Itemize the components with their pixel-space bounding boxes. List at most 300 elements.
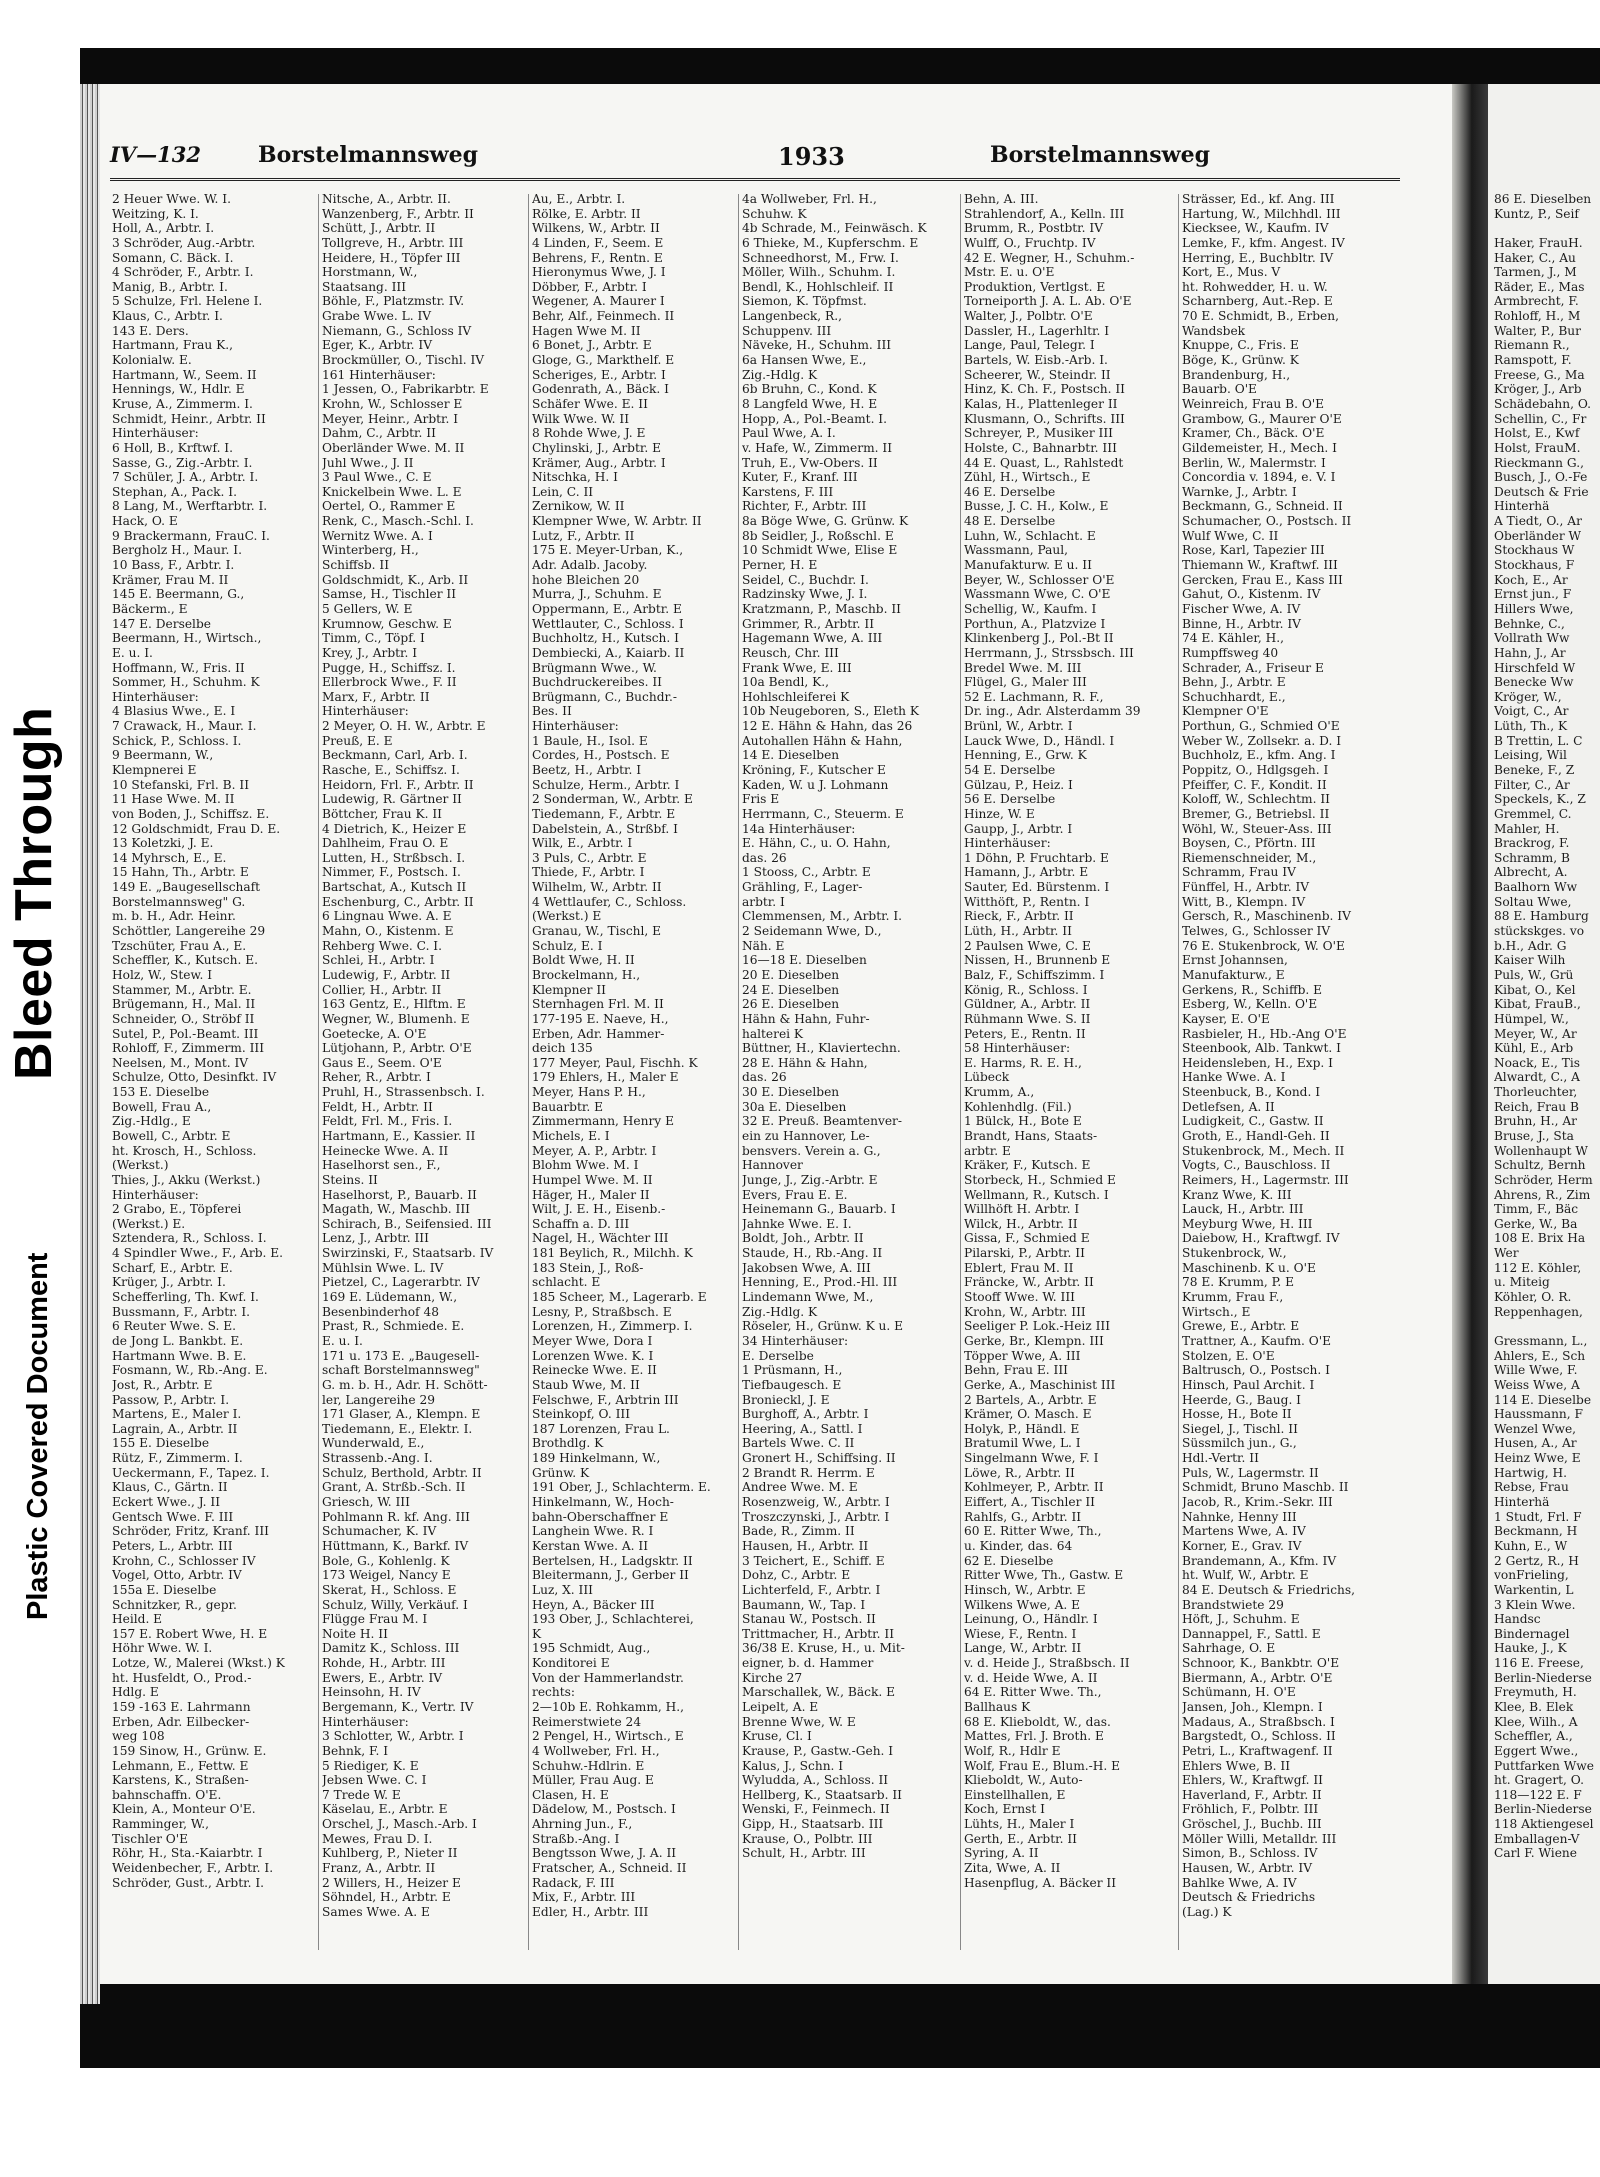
directory-entry: Clemmensen, M., Arbtr. I.: [742, 909, 903, 924]
directory-entry: Brügmann Wwe., W.: [532, 660, 657, 675]
directory-entry: Skerat, H., Schloss. E: [322, 1582, 457, 1597]
directory-entry: Hack, O. E: [112, 514, 178, 529]
adjacent-page-entry: Leising, Wil: [1494, 748, 1567, 763]
directory-entry: K: [532, 1626, 542, 1641]
directory-entry: 2 Grabo, E., Töpferei: [112, 1202, 242, 1217]
directory-entry: 10a Bendl, K.,: [742, 675, 829, 690]
directory-entry: Wulf Wwe, C. II: [1182, 528, 1279, 543]
directory-entry: Junge, J., Zig.-Arbtr. E: [742, 1172, 878, 1187]
directory-entry: Lorenzen Wwe. K. I: [532, 1348, 654, 1363]
directory-entry: Karstens, K., Straßen-: [112, 1773, 249, 1788]
directory-entry: Jahnke Wwe. E. I.: [742, 1216, 852, 1231]
directory-entry: Winterberg, H.,: [322, 543, 419, 558]
directory-entry: Hinterhäuser:: [112, 1187, 199, 1202]
directory-entry: Dr. ing., Adr. Alsterdamm 39: [964, 704, 1141, 719]
directory-entry: Esberg, W., Kelln. O'E: [1182, 997, 1318, 1012]
directory-entry: Jacob, R., Krim.-Sekr. III: [1182, 1495, 1333, 1510]
directory-entry: Krämer, Frau M. II: [112, 572, 229, 587]
adjacent-page-entry: Bruse, J., Sta: [1494, 1129, 1574, 1143]
adjacent-page-entry: Scheffler, A.,: [1494, 1729, 1573, 1744]
directory-entry: Krause, P., Gastw.-Geh. I: [742, 1743, 894, 1758]
adjacent-page-entry: Kuhn, E., W: [1494, 1538, 1568, 1553]
directory-entry: Krohn, W., Schlosser E: [322, 396, 463, 411]
adjacent-page-entry: Gressmann, L.,: [1494, 1333, 1588, 1348]
directory-entry: Rose, Karl, Tapezier III: [1182, 543, 1325, 558]
directory-entry: 161 Hinterhäuser:: [322, 367, 436, 382]
directory-entry: 36/38 E. Kruse, H., u. Mit-: [742, 1641, 905, 1656]
directory-entry: Erben, Adr. Eilbecker-: [112, 1714, 250, 1729]
directory-entry: Brockmüller, O., Tischl. IV: [322, 353, 485, 368]
directory-entry: Brandemann, A., Kfm. IV: [1182, 1553, 1337, 1568]
directory-entry: Meyburg Wwe, H. III: [1182, 1216, 1313, 1231]
directory-entry: 191 Ober, J., Schlachterm. E.: [532, 1480, 711, 1495]
directory-entry: Fosmann, W., Rb.-Ang. E.: [112, 1363, 268, 1378]
directory-entry: Ahrning Jun., F.,: [532, 1817, 633, 1832]
directory-entry: Wyludda, A., Schloss. II: [742, 1773, 889, 1788]
directory-entry: Wernitz Wwe. A. I: [322, 528, 433, 543]
directory-entry: Bleitermann, J., Gerber II: [532, 1568, 689, 1583]
directory-entry: 34 Hinterhäuser:: [742, 1333, 849, 1348]
directory-entry: Willhöft H. Arbtr. I: [964, 1202, 1080, 1217]
directory-entry: 1 Prüsmann, H.,: [742, 1363, 843, 1378]
directory-entry: Hanke Wwe. A. I: [1182, 1070, 1286, 1085]
directory-entry: Schulz, Berthold, Arbtr. II: [322, 1465, 482, 1480]
directory-entry: 6 Bonet, J., Arbtr. E: [532, 338, 652, 353]
directory-entry: Wolf, R., Hdlr E: [964, 1743, 1061, 1758]
directory-entry: Brügmann, C., Buchdr.-: [532, 689, 677, 704]
directory-entry: Krohn, C., Schlosser IV: [112, 1553, 256, 1568]
directory-entry: Brünl, W., Arbtr. I: [964, 719, 1073, 734]
directory-entry: 2 Heuer Wwe. W. I.: [112, 192, 231, 206]
directory-entry: Schäfer Wwe. E. II: [532, 396, 648, 411]
adjacent-page-entry: Timm, F., Bäc: [1494, 1202, 1579, 1217]
directory-entry: Knuppe, C., Fris. E: [1182, 338, 1299, 353]
directory-entry: v. Hafe, W., Zimmerm. II: [742, 440, 893, 455]
directory-entry: Schuchhardt, E.,: [1182, 689, 1286, 704]
directory-entry: Stooff Wwe. W. III: [964, 1290, 1075, 1305]
directory-entry: Beermann, H., Wirtsch.,: [112, 631, 262, 646]
adjacent-page-entry: 86 E. Dieselben: [1494, 192, 1592, 206]
directory-entry: von Boden, J., Schiffsz. E.: [112, 806, 270, 821]
adjacent-page-entry: Hinterhä: [1494, 1495, 1550, 1510]
adjacent-page-entry: ht. Gragert, O.: [1494, 1773, 1584, 1788]
directory-entry: Nitschka, H. I: [532, 470, 618, 485]
directory-entry: Schröder, Gust., Arbtr. I.: [112, 1875, 265, 1890]
directory-entry: Ueckermann, F., Tapez. I.: [112, 1465, 270, 1480]
directory-entry: Pruhl, H., Strassenbsch. I.: [322, 1085, 485, 1100]
directory-entry: Binne, H., Arbtr. IV: [1182, 616, 1301, 631]
directory-entry: Schellig, W., Kaufm. I: [964, 601, 1097, 616]
adjacent-page-entry: Schädebahn, O.: [1494, 396, 1591, 411]
directory-entry: Kuter, F., Kranf. III: [742, 470, 858, 485]
directory-entry: Witthöft, P., Rentn. I: [964, 894, 1090, 909]
directory-entry: Schulze, Otto, Desinfkt. IV: [112, 1070, 277, 1085]
directory-entry: Hinz, K. Ch. F., Postsch. II: [964, 382, 1125, 397]
directory-entry: 5 Gellers, W. E: [322, 601, 413, 616]
adjacent-page-entry: 1 Studt, Frl. F: [1494, 1509, 1582, 1524]
directory-entry: 62 E. Dieselbe: [964, 1553, 1054, 1568]
adjacent-page-entry: [1494, 221, 1600, 236]
directory-entry: Wegener, A. Maurer I: [532, 294, 665, 309]
directory-entry: Troszczynski, J., Arbtr. I: [742, 1509, 890, 1524]
adjacent-page-entry: Hauke, J., K: [1494, 1641, 1567, 1656]
adjacent-page-entry: Stockhaus, F: [1494, 558, 1575, 573]
directory-entry: 1 Stooss, C., Arbtr. E: [742, 865, 871, 880]
directory-entry: Knickelbein Wwe. L. E: [322, 484, 462, 499]
directory-entry: Fischer Wwe, A. IV: [1182, 601, 1301, 616]
adjacent-page-entry: 88 E. Hamburg: [1494, 909, 1589, 924]
directory-entry: Schiffsb. II: [322, 558, 390, 573]
directory-entry: 3 Puls, C., Arbtr. E: [532, 850, 647, 865]
column-divider: [738, 194, 739, 1950]
directory-entry: Gerkens, R., Schiffb. E: [1182, 982, 1323, 997]
directory-entry: ht. Rohwedder, H. u. W.: [1182, 279, 1328, 294]
directory-entry: Hartung, W., Milchhdl. III: [1182, 206, 1341, 221]
directory-entry: Löwe, R., Arbtr. II: [964, 1465, 1075, 1480]
directory-entry: Schütt, J., Arbtr. II: [322, 221, 436, 236]
directory-entry: Meyer Wwe, Dora I: [532, 1333, 653, 1348]
directory-entry: 10b Neugeboren, S., Eleth K: [742, 704, 919, 719]
directory-entry: 76 E. Stukenbrock, W. O'E: [1182, 938, 1345, 953]
directory-entry: 4b Schrade, M., Feinwäsch. K: [742, 221, 927, 236]
directory-entry: Beckmann, Carl, Arb. I.: [322, 748, 468, 763]
directory-entry: Grabe Wwe. L. IV: [322, 309, 432, 324]
directory-entry: 10 Stefanski, Frl. B. II: [112, 777, 250, 792]
adjacent-page-entry: Bindernagel: [1494, 1626, 1570, 1641]
directory-entry: Höft, J., Schuhm. E: [1182, 1612, 1300, 1627]
book-binding: [1452, 84, 1488, 1984]
directory-entry: Pugge, H., Schiffsz. I.: [322, 660, 456, 675]
directory-entry: Marx, F., Arbtr. II: [322, 689, 430, 704]
adjacent-page-entry: Filter, C., Ar: [1494, 777, 1570, 792]
directory-entry: halterei K: [742, 1026, 804, 1041]
directory-entry: Hinterhäuser:: [322, 704, 409, 719]
directory-entry: Reimers, H., Lagermstr. III: [1182, 1172, 1349, 1187]
directory-entry: Beyer, W., Schlosser O'E: [964, 572, 1115, 587]
directory-entry: Wegner, W., Blumenh. E: [322, 1011, 470, 1026]
adjacent-page-entry: Kibat, O., Kel: [1494, 982, 1576, 997]
directory-entry: 171 Glaser, A., Klempn. E: [322, 1407, 481, 1422]
directory-entry: Heidensleben, H., Exp. I: [1182, 1055, 1333, 1070]
directory-entry: Perner, H. E: [742, 558, 818, 573]
adjacent-page-entry: Klee, Wilh., A: [1494, 1714, 1578, 1729]
adjacent-page-entry: Ahrens, R., Zim: [1494, 1187, 1591, 1202]
directory-entry: 4 Dietrich, K., Heizer E: [322, 821, 467, 836]
directory-entry: Hasenpflug, A. Bäcker II: [964, 1875, 1117, 1890]
adjacent-page-entry: Lüth, Th., K: [1494, 719, 1568, 734]
directory-entry: Bole, G., Kohlenlg. K: [322, 1553, 450, 1568]
adjacent-page-entry: vonFrieling,: [1494, 1568, 1569, 1583]
directory-entry: Horstmann, W.,: [322, 265, 418, 280]
directory-entry: Lütjohann, P., Arbtr. O'E: [322, 1041, 472, 1056]
directory-entry: Bendl, K., Hohlschleif. II: [742, 279, 894, 294]
directory-entry: 6 Lingnau Wwe. A. E: [322, 909, 452, 924]
directory-entry: Reher, R., Arbtr. I: [322, 1070, 431, 1085]
directory-entry: Mewes, Frau D. I.: [322, 1831, 433, 1846]
directory-entry: Lesny, P., Straßbsch. E: [532, 1304, 672, 1319]
directory-entry: Böttcher, Frau K. II: [322, 806, 442, 821]
directory-entry: Witt, B., Klempn. IV: [1182, 894, 1306, 909]
directory-entry: Höhr Wwe. W. I.: [112, 1641, 213, 1656]
directory-entry: Lorenzen, H., Zimmerp. I.: [532, 1319, 693, 1334]
directory-entry: Orschel, J., Masch.-Arb. I: [322, 1817, 477, 1832]
directory-entry: Flügge Frau M. I: [322, 1612, 428, 1627]
directory-entry: 2 Bartels, A., Arbtr. E: [964, 1392, 1097, 1407]
adjacent-page-entry: Wer: [1494, 1246, 1519, 1261]
directory-entry: Fröhlich, F., Polbtr. III: [1182, 1802, 1319, 1817]
directory-entry: 70 E. Schmidt, B., Erben,: [1182, 309, 1339, 324]
directory-entry: Erben, Adr. Hammer-: [532, 1026, 665, 1041]
directory-entry: 84 E. Deutsch & Friedrichs,: [1182, 1582, 1356, 1597]
directory-entry: 155a E. Dieselbe: [112, 1582, 217, 1597]
directory-entry: Stolzen, E. O'E: [1182, 1348, 1275, 1363]
adjacent-page-entry: Vollrath Ww: [1494, 631, 1570, 646]
directory-entry: Gröschel, J., Buchb. III: [1182, 1817, 1322, 1832]
directory-entry: 8 Rohde Wwe, J. E: [532, 426, 646, 441]
directory-entry: Korner, E., Grav. IV: [1182, 1538, 1302, 1553]
directory-entry: Behnk, F. I: [322, 1743, 389, 1758]
directory-entry: Magath, W., Maschb. III: [322, 1202, 470, 1217]
directory-entry: Lühts, H., Maler I: [964, 1817, 1075, 1832]
directory-entry: Hartmann, Frau K.,: [112, 338, 234, 353]
directory-entry: Murra, J., Schuhm. E: [532, 587, 662, 602]
adjacent-page-entry: 114 E. Dieselbe: [1494, 1392, 1592, 1407]
adjacent-page-entry: Kröger, J., Arb: [1494, 382, 1582, 397]
directory-entry: Eschenburg, C., Arbtr. II: [322, 894, 474, 909]
adjacent-page-entry: Deutsch & Frie: [1494, 484, 1589, 499]
directory-entry: Siemon, K. Töpfmst.: [742, 294, 867, 309]
directory-entry: Dahlheim, Frau O. E: [322, 836, 449, 851]
directory-entry: hohe Bleichen 20: [532, 572, 640, 587]
adjacent-page-entry: Meyer, W., Ar: [1494, 1026, 1577, 1041]
directory-entry: Hopp, A., Pol.-Beamt. I.: [742, 411, 887, 426]
adjacent-page-entry: Schramm, B: [1494, 850, 1570, 865]
directory-entry: Somann, C. Bäck. I.: [112, 250, 234, 265]
directory-entry: Neelsen, M., Mont. IV: [112, 1055, 249, 1070]
directory-entry: Buchholtz, H., Kutsch. I: [532, 631, 679, 646]
directory-entry: ler, Langereihe 29: [322, 1392, 435, 1407]
directory-entry: Bratumil Wwe, L. I: [964, 1436, 1081, 1451]
directory-entry: Heinsohn, H. IV: [322, 1685, 421, 1700]
directory-entry: de Jong L. Bankbt. E.: [112, 1333, 244, 1348]
adjacent-page-entry: Benecke Ww: [1494, 675, 1574, 690]
adjacent-page-entry: Hillers Wwe,: [1494, 601, 1574, 616]
directory-entry: 28 E. Hähn & Hahn,: [742, 1055, 868, 1070]
directory-entry: Schumacher, K. IV: [322, 1524, 437, 1539]
directory-entry: Käselau, E., Arbtr. E: [322, 1802, 448, 1817]
adjacent-page-entry: Schröder, Herm: [1494, 1172, 1593, 1187]
directory-entry: E. Derselbe: [742, 1348, 814, 1363]
adjacent-page-entry: 108 E. Brix Ha: [1494, 1231, 1586, 1246]
directory-entry: Krämer, O. Masch. E: [964, 1407, 1092, 1422]
directory-entry: Klinkenberg J., Pol.-Bt II: [964, 631, 1114, 646]
directory-entry: Torneiporth J. A. L. Ab. O'E: [964, 294, 1132, 309]
directory-entry: Klaus, C., Gärtn. II: [112, 1480, 228, 1495]
directory-entry: Wassmann, Paul,: [964, 543, 1069, 558]
directory-entry: Wolf, Frau E., Blum.-H. E: [964, 1758, 1121, 1773]
directory-entry: Bauarbtr. E: [532, 1099, 603, 1114]
directory-entry: Mahn, O., Kistenm. E: [322, 924, 454, 939]
directory-entry: Fräncke, W., Arbtr. II: [964, 1275, 1094, 1290]
directory-entry: Collier, H., Arbtr. II: [322, 982, 442, 997]
adjacent-page-entry: Kröger, W.,: [1494, 689, 1562, 704]
directory-entry: Gissa, F., Schmied E: [964, 1231, 1090, 1246]
directory-entry: Swirzinski, F., Staatsarb. IV: [322, 1246, 494, 1261]
directory-entry: Frank Wwe, E. III: [742, 660, 852, 675]
directory-entry: Ramminger, W.,: [112, 1817, 209, 1832]
directory-entry: Peters, E., Rentn. II: [964, 1026, 1086, 1041]
directory-entry: Rieck, F., Arbtr. II: [964, 909, 1074, 924]
directory-entry: Brumm, R., Postbtr. IV: [964, 221, 1104, 236]
directory-entry: Holl, A., Arbtr. I.: [112, 221, 215, 236]
adjacent-page-entry: Voigt, C., Ar: [1494, 704, 1569, 719]
directory-entry: 52 E. Lachmann, R. F.,: [964, 689, 1104, 704]
directory-entry: Hdl.-Vertr. II: [1182, 1451, 1259, 1466]
directory-entry: Jansen, Joh., Klempn. I: [1182, 1699, 1323, 1714]
directory-entry: Langenbeck, R.,: [742, 309, 842, 324]
directory-entry: Porthun, G., Schmied O'E: [1182, 719, 1340, 734]
directory-entry: Wettlauter, C., Schloss. I: [532, 616, 684, 631]
directory-entry: Puls, W., Lagermstr. II: [1182, 1465, 1319, 1480]
directory-entry: Kerstan Wwe. A. II: [532, 1538, 649, 1553]
adjacent-page-entry: Rohloff, H., M: [1494, 309, 1581, 324]
directory-entry: Böge, K., Grünw. K: [1182, 353, 1299, 368]
directory-entry: Trattner, A., Kaufm. O'E: [1182, 1333, 1332, 1348]
directory-entry: Scheffler, K., Kutsch. E.: [112, 953, 258, 968]
adjacent-page-entry: Hirschfeld W: [1494, 660, 1576, 675]
directory-entry: Süssmilch jun., G.,: [1182, 1436, 1297, 1451]
directory-entry: Mühlsin Wwe. L. IV: [322, 1260, 444, 1275]
directory-entry: Schmidt, Bruno Maschb. II: [1182, 1480, 1349, 1495]
directory-entry: Bergemann, K., Vertr. IV: [322, 1699, 474, 1714]
adjacent-page-entry: Riemann R.,: [1494, 338, 1570, 353]
directory-entry: Baltrusch, O., Postsch. I: [1182, 1363, 1330, 1378]
directory-entry: Ludewig, F., Arbtr. II: [322, 967, 451, 982]
directory-entry: Boysen, C., Pförtn. III: [1182, 836, 1316, 851]
directory-entry: Grambow, G., Maurer O'E: [1182, 411, 1342, 426]
directory-entry: 195 Schmidt, Aug.,: [532, 1641, 651, 1656]
directory-entry: u. Kinder, das. 64: [964, 1538, 1073, 1553]
directory-entry: 2 Sonderman, W., Arbtr. E: [532, 792, 693, 807]
adjacent-page-entry: Kaiser Wilh: [1494, 953, 1566, 968]
directory-entry: 171 u. 173 E. „Baugesell-: [322, 1348, 480, 1363]
directory-entry: Eblert, Frau M. II: [964, 1260, 1074, 1275]
directory-entry: Bartschat, A., Kutsch II: [322, 880, 467, 895]
directory-entry: Hausen, H., Arbtr. II: [742, 1538, 869, 1553]
directory-entry: Koloff, W., Schlechtm. II: [1182, 792, 1330, 807]
directory-entry: Klempner O'E: [1182, 704, 1269, 719]
directory-entry: Röseler, H., Grünw. K u. E: [742, 1319, 904, 1334]
directory-entry: 143 E. Ders.: [112, 323, 189, 338]
directory-entry: Tiedemann, E., Elektr. I.: [322, 1421, 473, 1436]
directory-entry: Zühl, H., Wirtsch., E: [964, 470, 1091, 485]
directory-entry: König, R., Schloss. I: [964, 982, 1088, 997]
directory-entry: Brandenburg, H.,: [1182, 367, 1291, 382]
adjacent-page-entry: 116 E. Freese,: [1494, 1656, 1584, 1671]
directory-entry: Feldt, Frl. M., Fris. I.: [322, 1114, 453, 1129]
directory-entry: Sauter, Ed. Bürstenm. I: [964, 880, 1110, 895]
directory-entry: Hdlg. E: [112, 1685, 159, 1700]
directory-entry: Kranz Wwe, K. III: [1182, 1187, 1292, 1202]
directory-entry: Krumm, Frau F.,: [1182, 1290, 1284, 1305]
directory-entry: Petri, L., Kraftwagenf. II: [1182, 1743, 1333, 1758]
directory-entry: Kratzmann, P., Maschb. II: [742, 601, 901, 616]
directory-entry: Buchdruckereibes. II: [532, 675, 662, 690]
directory-entry: Rasche, E., Schiffsz. I.: [322, 762, 460, 777]
directory-entry: 145 E. Beermann, G.,: [112, 587, 245, 602]
directory-entry: Trittmacher, H., Arbtr. II: [742, 1626, 895, 1641]
directory-entry: (Werkst.) E.: [112, 1216, 186, 1231]
directory-entry: Schreyer, P., Musiker III: [964, 426, 1113, 441]
directory-entry: Brandstwiete 29: [1182, 1597, 1284, 1612]
adjacent-page-entry: Berlin-Niederse: [1494, 1802, 1592, 1817]
page-header: [110, 142, 1400, 182]
directory-entry: Hohlschleiferei K: [742, 689, 850, 704]
directory-entry: Bengtsson Wwe, J. A. II: [532, 1846, 677, 1861]
adjacent-page-entry: 112 E. Köhler,: [1494, 1260, 1582, 1275]
directory-entry: Griesch, W. III: [322, 1495, 410, 1510]
adjacent-page-entry: Haker, FrauH.: [1494, 235, 1583, 250]
column-divider: [318, 194, 319, 1950]
directory-column-6: [1182, 192, 1396, 1952]
directory-entry: Rahlfs, G., Arbtr. II: [964, 1509, 1082, 1524]
directory-entry: Lagrain, A., Arbtr. II: [112, 1421, 238, 1436]
directory-entry: Hinterhäuser:: [964, 836, 1051, 851]
adjacent-page-entry: Emballagen-V: [1494, 1831, 1580, 1846]
directory-entry: 2 Willers, H., Heizer E: [322, 1875, 461, 1890]
directory-entry: Nahnke, Henny III: [1182, 1509, 1297, 1524]
directory-entry: 74 E. Kähler, H.,: [1182, 631, 1284, 646]
directory-entry: Hagen Wwe M. II: [532, 323, 641, 338]
directory-entry: Dannappel, F., Sattl. E: [1182, 1626, 1321, 1641]
directory-entry: Preuß, E. E: [322, 733, 393, 748]
directory-entry: Staub Wwe, M. II: [532, 1377, 640, 1392]
directory-entry: Rölke, E. Arbtr. II: [532, 206, 641, 221]
directory-entry: Lindemann Wwe, M.,: [742, 1290, 874, 1305]
directory-entry: Dabelstein, A., Strßbf. I: [532, 821, 678, 836]
directory-entry: Behn, Frau E. III: [964, 1363, 1068, 1378]
directory-entry: Klempner Wwe, W. Arbtr. II: [532, 514, 702, 529]
adjacent-page-entry: 118 Aktiengesel: [1494, 1817, 1594, 1832]
adjacent-page-entry: Haussmann, F: [1494, 1407, 1583, 1422]
directory-entry: Singelmann Wwe, F. I: [964, 1451, 1099, 1466]
directory-entry: Wanzenberg, F., Arbtr. II: [322, 206, 474, 221]
directory-entry: Von der Hammerlandstr.: [532, 1670, 684, 1685]
directory-year: 1933: [778, 142, 845, 171]
directory-entry: Bahlke Wwe, A. IV: [1182, 1875, 1297, 1890]
directory-entry: 30 E. Dieselben: [742, 1085, 840, 1100]
directory-entry: Tollgreve, H., Arbtr. III: [322, 235, 464, 250]
directory-entry: Edler, H., Arbtr. III: [532, 1904, 649, 1919]
directory-entry: Nitsche, A., Arbtr. II.: [322, 192, 451, 206]
directory-entry: 78 E. Krumm, P. E: [1182, 1275, 1295, 1290]
directory-entry: Noite H. II: [322, 1626, 388, 1641]
directory-entry: Kiecksee, W., Kaufm. IV: [1182, 221, 1329, 236]
directory-entry: Kolonialw. E.: [112, 353, 192, 368]
directory-entry: Strassenb.-Ang. I.: [322, 1451, 433, 1466]
adjacent-page-entry: Heinz Wwe, E: [1494, 1451, 1581, 1466]
directory-entry: Seidel, C., Buchdr. I.: [742, 572, 869, 587]
directory-entry: Hinterhäuser:: [322, 1714, 409, 1729]
directory-entry: Heerde, G., Baug. I: [1182, 1392, 1302, 1407]
directory-entry: Gersch, R., Maschinenb. IV: [1182, 909, 1351, 924]
directory-entry: Rühmann Wwe. S. II: [964, 1011, 1091, 1026]
adjacent-page-entry: Weiss Wwe, A: [1494, 1377, 1580, 1392]
directory-entry: 11 Hase Wwe. M. II: [112, 792, 235, 807]
directory-entry: Langhein Wwe. R. I: [532, 1524, 654, 1539]
directory-entry: Wiese, F., Rentn. I: [964, 1626, 1077, 1641]
directory-entry: 4a Wollweber, Frl. H.,: [742, 192, 877, 206]
